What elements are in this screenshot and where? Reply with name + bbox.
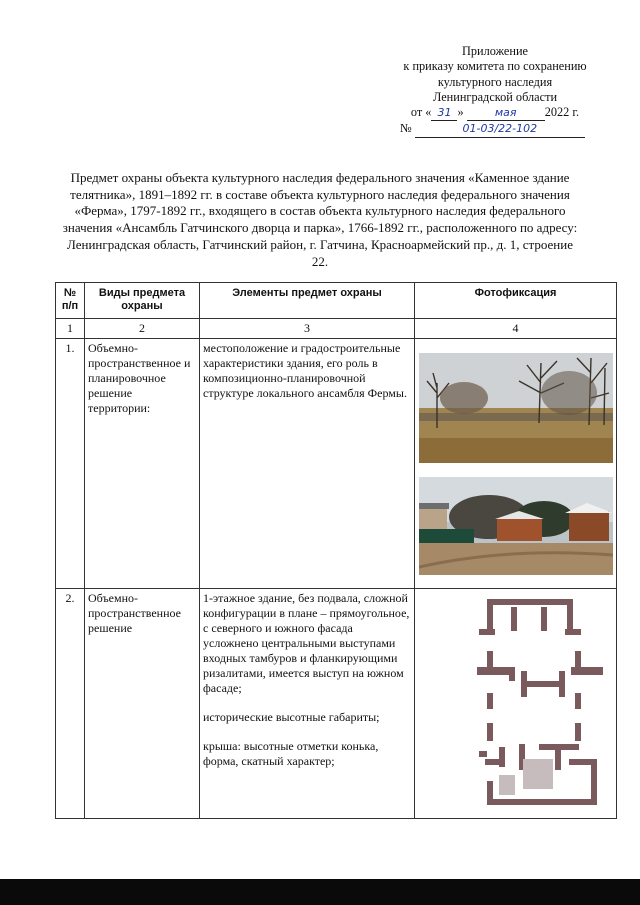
date-month: мая [494, 106, 517, 120]
row2-elements-text-1: 1-этажное здание, без подвала, сложной конфигурации в плане – прямоугольное, с северного и южного фасада усложнено центральными выступами входных тамбуров и фланкирующими ризалитами, имеется выступ на южном фасаде; [203, 591, 410, 695]
table-header-row [56, 283, 617, 319]
table-row [56, 339, 617, 589]
number-prefix: № [400, 121, 412, 136]
date-prefix: от « [410, 105, 432, 120]
date-mid: » [457, 105, 464, 120]
protection-table [55, 282, 617, 819]
row1-photo-cell [415, 339, 617, 589]
col-num-4: 4 [415, 319, 617, 339]
column-number-row [56, 319, 617, 339]
row2-photo-cell [415, 589, 617, 819]
row1-type: Объемно-пространственное и планировочное решение территории: [85, 339, 200, 589]
appendix-line-1: Приложение [462, 44, 528, 58]
header-num: № п/п [56, 283, 85, 319]
scan-border-bottom [0, 879, 640, 905]
appendix-line-2: к приказу комитета по сохранению [403, 59, 587, 74]
header-elements: Элементы предмет охраны [200, 283, 415, 319]
appendix-line-3: культурного наследия [437, 74, 553, 89]
row1-num: 1. [56, 339, 85, 589]
col-num-3: 3 [200, 319, 415, 339]
appendix-line-4: Ленинградской области [432, 89, 558, 104]
number-value: 01-03/22-102 [462, 122, 538, 136]
buildings-photo [419, 477, 613, 575]
row2-num: 2. [56, 589, 85, 819]
row2-elements-text-3: крыша: высотные отметки конька, форма, скатный характер; [203, 739, 379, 768]
row2-elements-text-2: исторические высотные габариты; [203, 710, 380, 724]
appendix-block [380, 44, 610, 138]
col-num-2: 2 [85, 319, 200, 339]
col-num-1: 1 [56, 319, 85, 339]
landscape-photo [419, 353, 613, 463]
document-title: Предмет охраны объекта культурного наследия федерального значения «Каменное здание телятника», 1891–1892 гг. в составе объекта культурного наследия федерального значения «Ферма», 1797-1892 гг., входящего в состав объекта культурного наследия федерального значения «Ансамбль Гатчинского дворца и парка», 1766-1892 гг., расположенного по адресу: Ленинградская область, Гатчинский район, г. Гатчина, Красноармейский пр., д. 1, строение 22. [62, 170, 578, 269]
row1-elements: местоположение и градостроительные характеристики здания, его роль в композиционно-планировочной структуре локального ансамбля Фермы. [200, 339, 415, 589]
table-row [56, 589, 617, 819]
floor-plan-image [419, 599, 613, 809]
header-type: Виды предмета охраны [85, 283, 200, 319]
row2-elements-cell [200, 589, 415, 819]
date-year: 2022 г. [544, 105, 580, 120]
header-photo: Фотофиксация [415, 283, 617, 319]
appendix-number-line [380, 121, 610, 137]
row2-type: Объемно-пространственное решение [85, 589, 200, 819]
appendix-date-line [380, 105, 610, 121]
date-day: 31 [437, 106, 452, 120]
